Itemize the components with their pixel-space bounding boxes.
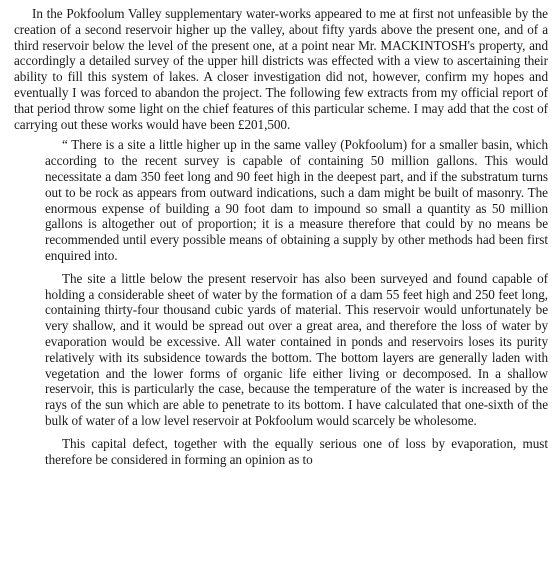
quote-paragraph-capital-defect: This capital defect, together with the equally serious one of loss by evaporation, must therefore be considered in forming an opinion as to <box>45 435 548 467</box>
quote-paragraph-upper-site: “ There is a site a little higher up in the same valley (Pokfoolum) for a smaller basin, which according to the recent survey is capable of containing 50 million gallons. This would necessitate a dam 350 feet long and 90 feet high in the deepest part, and if the substratum turns out to be rock as appears from outward indications, such a dam might be built of masonry. The enormous expense of building a 90 foot dam to impound so small a quantity as 50 million gallons is altogether out of proportion; it is a measure therefore that could by no means be recommended until every possible means of obtaining a supply by other methods had been first enquired into. <box>45 137 548 263</box>
quote-paragraph-lower-site: The site a little below the present reservoir has also been surveyed and found capable of holding a considerable sheet of water by the formation of a dam 55 feet high and 250 feet long, containing thirty-four thousand cubic yards of material. This reservoir would unfortunately be very shallow, and it would be spread out over a great area, and therefore the loss of water by evaporation would be excessive. All water contained in ponds and reservoirs loses its purity relatively with its subsidence towards the bottom. The bottom layers are generally laden with vegetation and the lower forms of organic life either living or decomposed. In a shallow reservoir, this is particularly the case, because the temperature of the water is increased by the rays of the sun which are able to penetrate to its bottom. I have calculated that one-sixth of the bulk of water of a low level reservoir at Pokfoolum would scarcely be wholesome. <box>45 270 548 428</box>
report-quote <box>45 137 548 467</box>
intro-paragraph: In the Pokfoolum Valley supplementary water-works appeared to me at first not unfeasible by the creation of a second reservoir higher up the valley, about fifty yards above the present one, and of a third reservoir below the level of the present one, at a point near Mr. MACKINTOSH's property, and accordingly a detailed survey of the upper hill districts was effected with a view to ascertaining their ability to fill this system of lakes. A closer investigation did not, however, confirm my hopes and eventually I was forced to abandon the project. The following few extracts from my official report of that period throw some light on the chief features of this particular scheme. I may add that the cost of carrying out these works would have been £201,500. <box>14 6 548 132</box>
document-page <box>14 6 548 467</box>
